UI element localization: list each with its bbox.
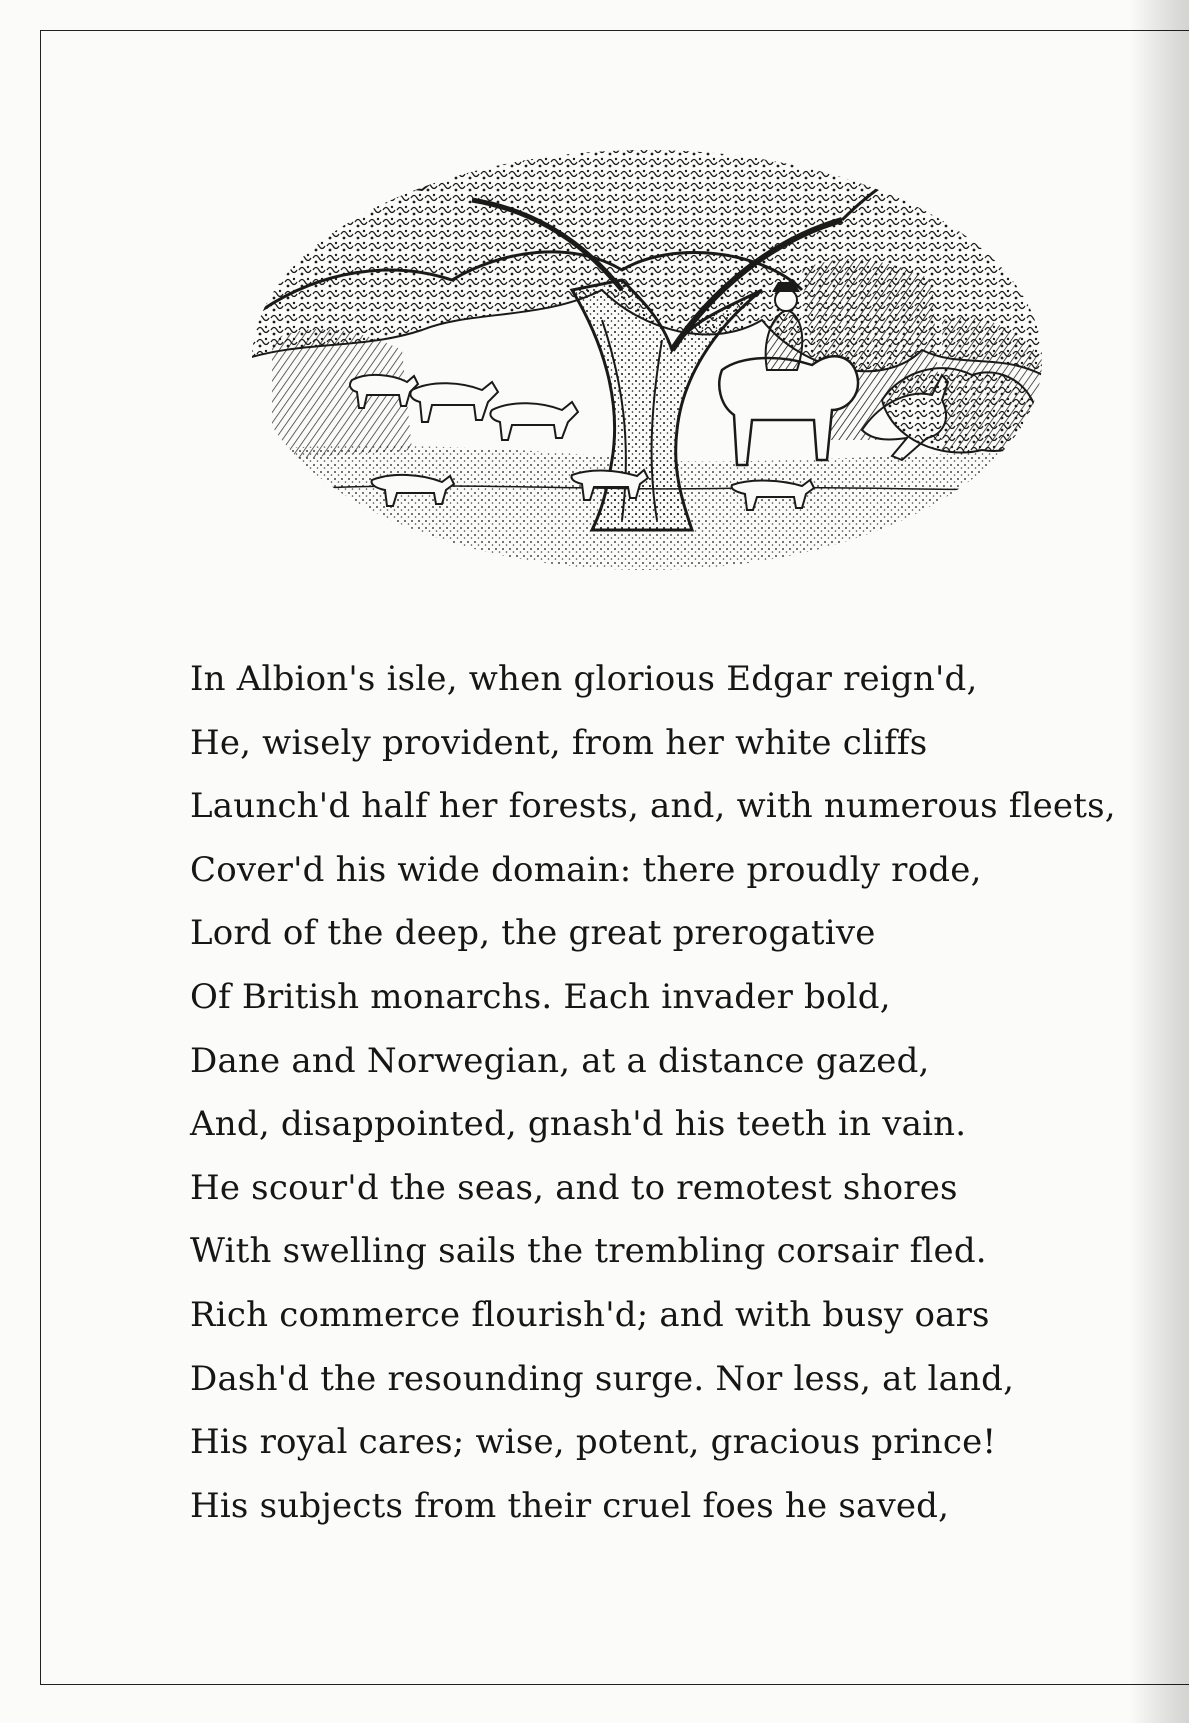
poem-line: He, wisely provident, from her white cliffs xyxy=(190,722,928,763)
ground xyxy=(242,446,1052,570)
poem-line: Of British monarchs. Each invader bold, xyxy=(190,976,891,1017)
engraving-scene xyxy=(242,132,1052,570)
poem-text xyxy=(190,648,1116,1538)
poem-line: He scour'd the seas, and to remotest shores xyxy=(190,1167,958,1208)
poem-line: Rich commerce flourish'd; and with busy oars xyxy=(190,1294,990,1335)
poem-line: His subjects from their cruel foes he saved, xyxy=(190,1485,950,1526)
poem-line: Dash'd the resounding surge. Nor less, at land, xyxy=(190,1358,1015,1399)
poem-line: With swelling sails the trembling corsair fled. xyxy=(190,1231,987,1272)
woodcut-illustration xyxy=(242,120,1052,570)
poem-line: Launch'd half her forests, and, with numerous fleets, xyxy=(190,786,1116,827)
poem-line: Lord of the deep, the great prerogative xyxy=(190,913,876,954)
poem-line: Dane and Norwegian, at a distance gazed, xyxy=(190,1040,930,1081)
poem-line: Cover'd his wide domain: there proudly rode, xyxy=(190,849,982,890)
poem-line: And, disappointed, gnash'd his teeth in vain. xyxy=(190,1104,967,1145)
poem-line: His royal cares; wise, potent, gracious prince! xyxy=(190,1422,997,1463)
poem-line: In Albion's isle, when glorious Edgar reign'd, xyxy=(190,659,978,699)
